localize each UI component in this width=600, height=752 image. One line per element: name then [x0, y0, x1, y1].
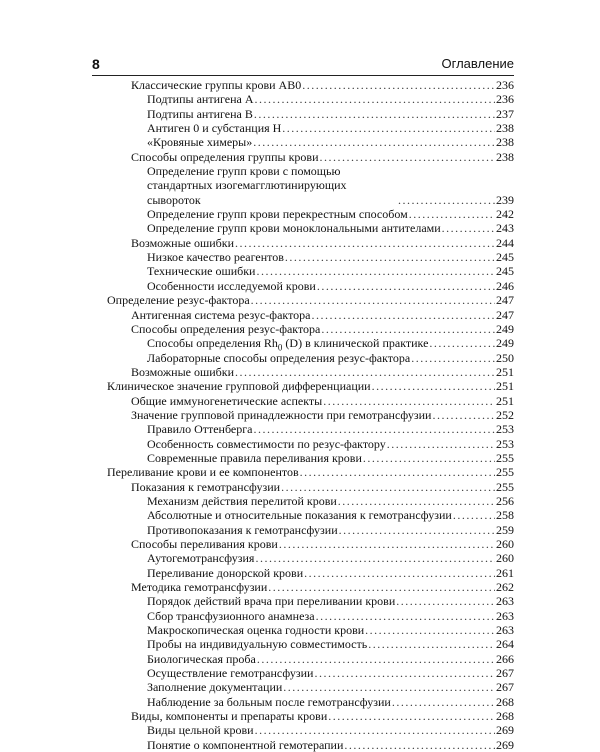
toc-entry-title: Переливание донорской крови: [147, 565, 304, 580]
toc-entry[interactable]: [147, 422, 514, 436]
dot-leader: [317, 279, 495, 293]
dot-leader: [368, 637, 495, 651]
dot-leader: [285, 250, 495, 264]
toc-entry-title: Классические группы крови АВ0: [131, 78, 302, 92]
toc-entry[interactable]: [131, 480, 514, 494]
dot-leader: [235, 365, 495, 379]
toc-entry-title: Современные правила переливания крови: [147, 450, 362, 465]
toc-entry[interactable]: [147, 695, 514, 709]
toc-entry-title: Определение резус-фактора: [107, 293, 250, 308]
toc-entry[interactable]: [147, 351, 514, 365]
page-header: [92, 56, 514, 74]
toc-entry-page: 236: [496, 78, 514, 92]
toc-entry[interactable]: [147, 164, 514, 207]
toc-entry[interactable]: [147, 221, 514, 235]
toc-entry-title: Абсолютные и относительные показания к гемотрансфузии: [147, 508, 452, 523]
toc-entry-page: 269: [496, 723, 514, 738]
toc-entry-title: Способы переливания крови: [131, 537, 278, 551]
toc-entry-title-part: (D) в клинической практике: [282, 336, 429, 351]
dot-leader: [411, 351, 495, 365]
toc-entry-page: 255: [496, 465, 514, 480]
toc-entry-title: Правило Оттенберга: [147, 422, 253, 437]
toc-entry-title: [147, 336, 429, 353]
toc-entry[interactable]: [147, 279, 514, 293]
toc-entry[interactable]: [147, 652, 514, 666]
dot-leader: [256, 264, 495, 278]
toc-entry-page: 263: [496, 594, 514, 609]
toc-entry-title-subscript: 0: [277, 342, 283, 353]
toc-entry-title: Макроскопическая оценка годности крови: [147, 623, 365, 638]
dot-leader: [338, 494, 495, 508]
toc-entry[interactable]: [147, 494, 514, 508]
dot-leader: [396, 594, 495, 608]
toc-entry-title: Особенности исследуемой крови: [147, 278, 316, 293]
toc-entry-page: 239: [496, 192, 514, 207]
toc-entry-page: 269: [496, 737, 514, 752]
toc-entry[interactable]: [147, 666, 514, 680]
toc-entry-page: 262: [496, 580, 514, 595]
dot-leader: [282, 121, 495, 135]
running-title: Оглавление: [441, 56, 514, 71]
dot-leader: [387, 437, 495, 451]
toc-entry-title: Осуществление гемотрансфузии: [147, 666, 314, 681]
dot-leader: [281, 480, 495, 494]
toc-entry-title: Переливание крови и ее компонентов: [107, 465, 299, 480]
toc-entry[interactable]: [131, 365, 514, 379]
toc-entry[interactable]: [107, 293, 514, 307]
toc-entry-title: Способы определения резус-фактора: [131, 321, 321, 336]
toc-entry-page: 253: [496, 436, 514, 451]
toc-entry-page: 252: [496, 407, 514, 422]
toc-entry-title: Возможные ошибки: [131, 235, 234, 250]
toc-entry-page: 267: [496, 680, 514, 695]
toc-entry-title: Определение групп крови моноклональными антителами: [147, 221, 441, 236]
toc-entry-title: Технические ошибки: [147, 264, 256, 279]
toc-entry[interactable]: [147, 723, 514, 737]
toc-entry-title: Аутогемотрансфузия: [147, 551, 255, 566]
dot-leader: [253, 135, 495, 149]
toc-entry-page: 238: [496, 149, 514, 164]
toc-entry-page: 259: [496, 522, 514, 537]
toc-entry-page: 249: [496, 336, 514, 351]
dot-leader: [442, 221, 495, 235]
toc-entry[interactable]: [147, 566, 514, 580]
dot-leader: [409, 207, 495, 221]
toc-entry[interactable]: [147, 680, 514, 694]
toc-entry-title-part: Способы определения Rh: [147, 336, 278, 351]
dot-leader: [300, 465, 495, 479]
toc-entry-title: Механизм действия перелитой крови: [147, 493, 337, 508]
toc-entry-page: 268: [496, 694, 514, 709]
toc-entry[interactable]: [147, 594, 514, 608]
toc-entry-page: 250: [496, 350, 514, 365]
toc-entry[interactable]: [147, 207, 514, 221]
toc-entry[interactable]: [147, 508, 514, 522]
toc-entry-page: 260: [496, 551, 514, 566]
toc-entry[interactable]: [147, 451, 514, 465]
toc-entry-title: Наблюдение за больным после гемотрансфузии: [147, 694, 391, 709]
toc-entry-title: Методика гемотрансфузии: [131, 580, 268, 595]
toc-entry[interactable]: [131, 580, 514, 594]
toc-entry-page: 255: [496, 450, 514, 465]
toc-entry[interactable]: [131, 322, 514, 336]
toc-entry-title: Антигенная система резус-фактора: [131, 307, 311, 322]
dot-leader: [254, 422, 496, 436]
toc-entry-title: Антиген 0 и субстанция Н: [147, 121, 282, 136]
toc-entry-title: Понятие о компонентной гемотерапии: [147, 737, 344, 752]
toc-entry[interactable]: [147, 107, 514, 121]
toc-entry-page: 249: [496, 321, 514, 336]
toc-entry-title: «Кровяные химеры»: [147, 135, 253, 150]
dot-leader: [316, 609, 495, 623]
toc-entry-title: Биологическая проба: [147, 651, 256, 666]
toc-entry-title: Лабораторные способы определения резус-фактора: [147, 350, 411, 365]
toc-entry-page: 247: [496, 307, 514, 322]
dot-leader: [321, 322, 495, 336]
toc-entry[interactable]: [131, 236, 514, 250]
toc-entry-page: 268: [496, 709, 514, 724]
toc-entry[interactable]: [147, 250, 514, 264]
toc-entry-page: 261: [496, 565, 514, 580]
toc-entry-title: Способы определения группы крови: [131, 149, 319, 164]
toc-entry-title: Заполнение документации: [147, 680, 283, 695]
toc-entry-page: 251: [496, 379, 514, 394]
toc-entry-page: 236: [496, 92, 514, 107]
toc-entry-title: Значение групповой принадлежности при гемотрансфузии: [131, 407, 432, 422]
toc-entry-title: Возможные ошибки: [131, 364, 234, 379]
toc-entry-page: 258: [496, 508, 514, 523]
dot-leader: [365, 623, 495, 637]
toc-entry[interactable]: [131, 709, 514, 723]
toc-entry-page: 251: [496, 393, 514, 408]
toc-entry[interactable]: [147, 92, 514, 106]
dot-leader: [304, 566, 495, 580]
toc-entry[interactable]: [131, 408, 514, 422]
toc-entry-page: 263: [496, 623, 514, 638]
toc-entry-page: 242: [496, 207, 514, 222]
toc-entry-title: Определение групп крови с помощью стандартных изогемагглютинирующих сывороток: [147, 164, 347, 207]
dot-leader: [372, 379, 495, 393]
dot-leader: [320, 150, 495, 164]
toc-entry-page: 253: [496, 422, 514, 437]
toc-entry-title: Показания к гемотрансфузии: [131, 479, 281, 494]
toc-entry-title: Определение групп крови перекрестным способом: [147, 207, 408, 222]
toc-entry-page: 256: [496, 493, 514, 508]
dot-leader: [392, 695, 495, 709]
dot-leader: [255, 723, 495, 737]
table-of-contents: [0, 78, 600, 752]
header-rule: [92, 75, 514, 76]
dot-leader: [254, 107, 495, 121]
toc-entry[interactable]: [147, 551, 514, 565]
toc-entry-page: 238: [496, 121, 514, 136]
toc-entry[interactable]: [147, 336, 514, 353]
toc-entry-title: Подтипы антигена В: [147, 106, 253, 121]
toc-entry[interactable]: [131, 150, 514, 164]
toc-entry-title: Общие иммуногенетические аспекты: [131, 393, 323, 408]
toc-entry-page: 247: [496, 293, 514, 308]
toc-entry-page: 264: [496, 637, 514, 652]
toc-entry[interactable]: [147, 609, 514, 623]
toc-entry[interactable]: [147, 264, 514, 278]
toc-entry[interactable]: [147, 135, 514, 149]
toc-entry-title: Сбор трансфузионного анамнеза: [147, 608, 315, 623]
toc-entry-page: 245: [496, 250, 514, 265]
dot-leader: [283, 680, 495, 694]
dot-leader: [235, 236, 495, 250]
toc-entry-title: Низкое качество реагентов: [147, 250, 284, 265]
toc-entry-page: 263: [496, 608, 514, 623]
toc-entry-title: Виды цельной крови: [147, 723, 254, 738]
toc-entry[interactable]: [147, 121, 514, 135]
page-number: 8: [92, 56, 100, 72]
dot-leader: [255, 92, 496, 106]
toc-entry-title: Противопоказания к гемотрансфузии: [147, 522, 338, 537]
dot-leader: [255, 551, 495, 565]
toc-entry-page: 237: [496, 106, 514, 121]
toc-entry-page: 266: [496, 651, 514, 666]
toc-entry[interactable]: [107, 465, 514, 479]
dot-leader: [257, 652, 495, 666]
toc-entry[interactable]: [147, 523, 514, 537]
dot-leader: [251, 293, 495, 307]
toc-entry-page: 244: [496, 235, 514, 250]
toc-entry-page: 260: [496, 537, 514, 551]
toc-entry[interactable]: [131, 308, 514, 322]
dot-leader: [429, 336, 495, 350]
toc-entry-title: Пробы на индивидуальную совместимость: [147, 637, 368, 652]
dot-leader: [268, 580, 495, 594]
dot-leader: [314, 666, 495, 680]
dot-leader: [432, 408, 495, 422]
toc-entry-title: Порядок действий врача при переливании крови: [147, 594, 396, 609]
dot-leader: [339, 523, 495, 537]
dot-leader: [398, 193, 495, 207]
toc-entry-page: 267: [496, 666, 514, 681]
toc-entry-page: 255: [496, 479, 514, 494]
toc-entry[interactable]: [147, 437, 514, 451]
dot-leader: [323, 394, 495, 408]
toc-entry-page: 238: [496, 135, 514, 150]
toc-entry[interactable]: [147, 637, 514, 651]
toc-entry-title: Клиническое значение групповой дифференциации: [107, 379, 371, 394]
dot-leader: [302, 78, 495, 92]
toc-entry[interactable]: [107, 379, 514, 393]
toc-entry-page: 243: [496, 221, 514, 236]
toc-entry[interactable]: [131, 537, 514, 551]
dot-leader: [363, 451, 495, 465]
toc-entry-title: Подтипы антигена А: [147, 92, 254, 107]
toc-entry[interactable]: [131, 78, 514, 92]
dot-leader: [279, 537, 495, 551]
dot-leader: [328, 709, 495, 723]
dot-leader: [311, 308, 495, 322]
toc-entry-page: 246: [496, 278, 514, 293]
toc-entry[interactable]: [147, 623, 514, 637]
toc-entry-page: 245: [496, 264, 514, 279]
toc-entry-page: 251: [496, 364, 514, 379]
toc-entry[interactable]: [131, 394, 514, 408]
dot-leader: [453, 508, 495, 522]
toc-entry-title: Особенность совместимости по резус-фактору: [147, 436, 386, 451]
toc-entry-title: Виды, компоненты и препараты крови: [131, 709, 328, 724]
